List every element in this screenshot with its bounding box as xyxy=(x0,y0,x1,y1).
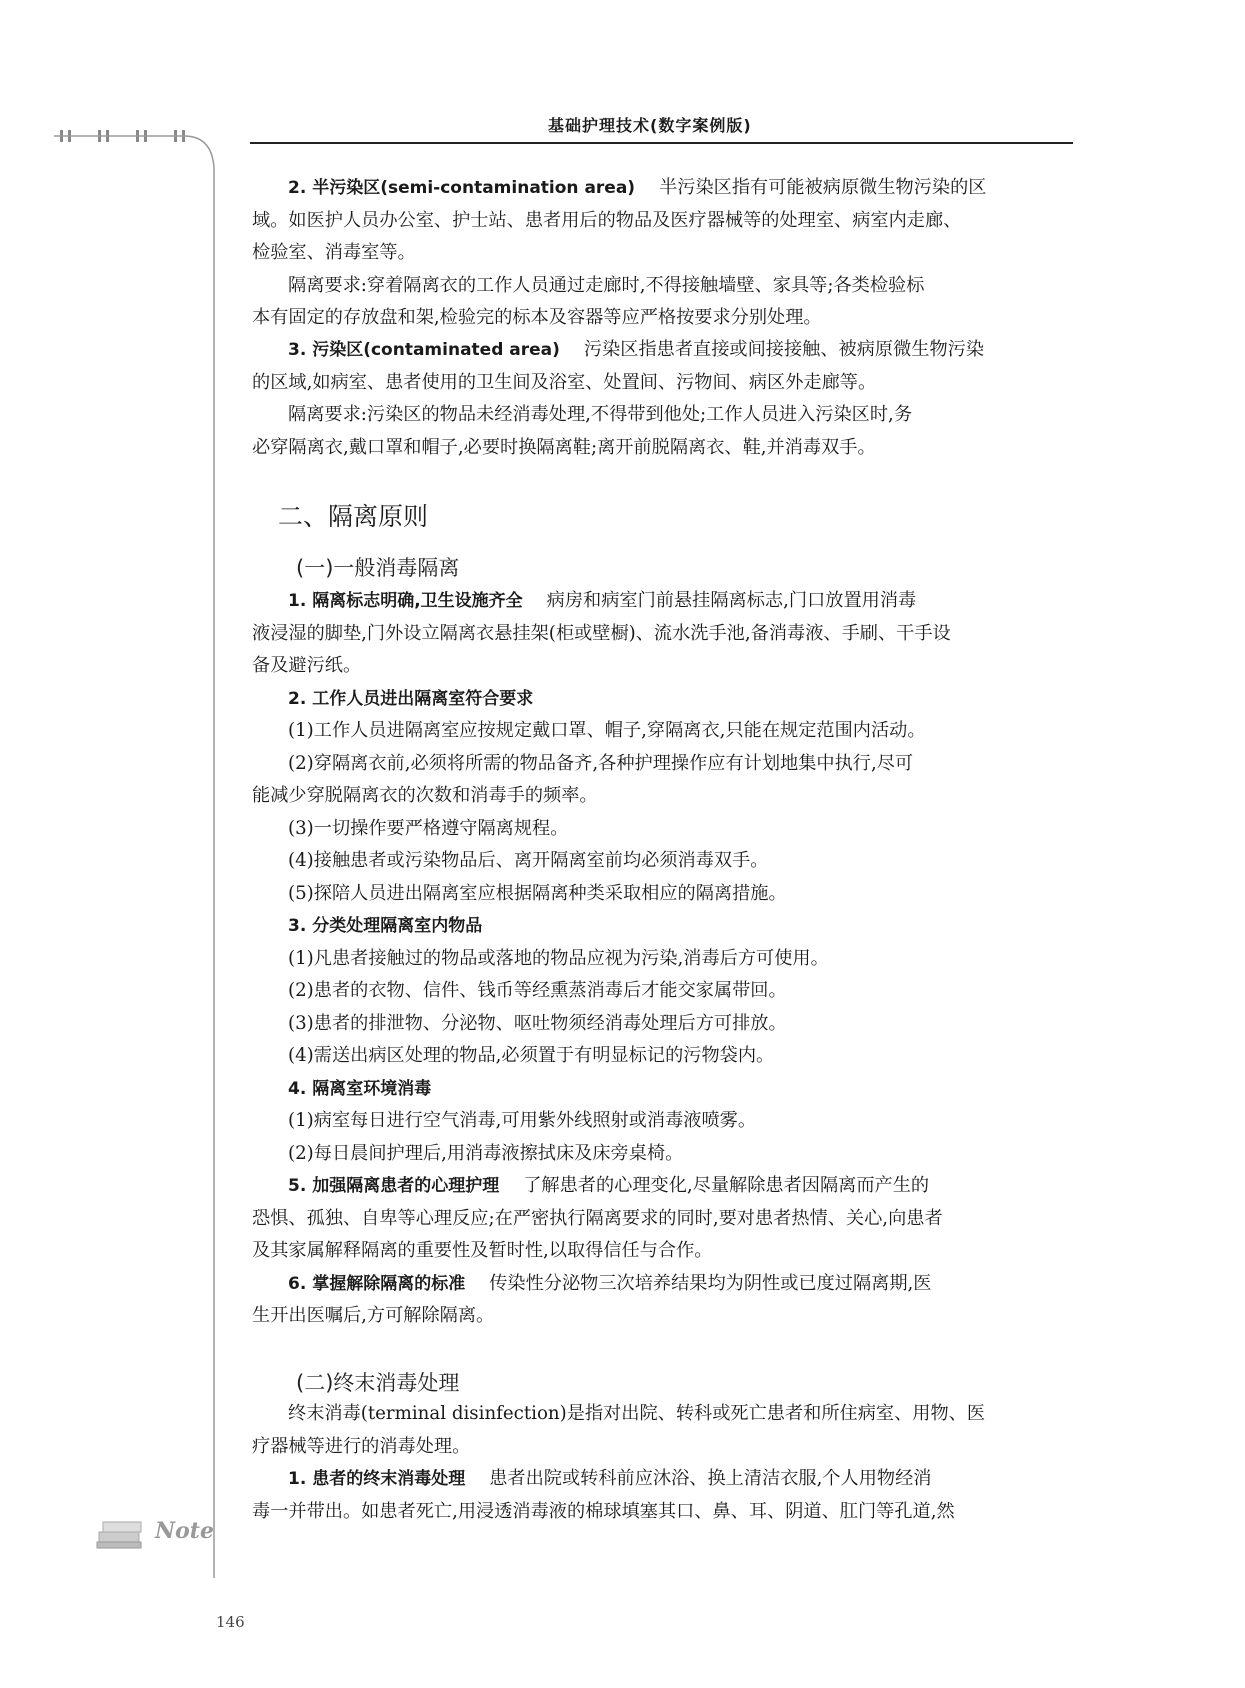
principles-block xyxy=(252,585,1072,1333)
p2-item-2b: 能减少穿脱隔离衣的次数和消毒手的频率。 xyxy=(252,785,598,806)
margin-curve-line xyxy=(54,136,214,1578)
cont-req-1: 隔离要求:污染区的物品未经消毒处理,不得带到他处;工作人员进入污染区时,务 xyxy=(288,404,913,425)
page-number: 146 xyxy=(216,1613,245,1631)
semi-req-1: 隔离要求:穿着隔离衣的工作人员通过走廊时,不得接触墙壁、家具等;各类检验标 xyxy=(288,274,925,296)
header-rule xyxy=(250,142,1073,144)
p2-lead: 2. 工作人员进出隔离室符合要求 xyxy=(288,688,534,709)
p5-text-1: 了解患者的心理变化,尽量解除患者因隔离而产生的 xyxy=(523,1175,930,1196)
subsection-heading-2: (二)终末消毒处理 xyxy=(296,1371,460,1395)
semi-text-1: 半污染区指有可能被病原微生物污染的区 xyxy=(659,177,987,198)
semi-contamination-paragraph xyxy=(252,172,1072,335)
note-logo xyxy=(95,1510,214,1554)
p1-text-3: 备及避污纸。 xyxy=(252,655,362,676)
p2-item-2a: (2)穿隔离衣前,必须将所需的物品备齐,各种护理操作应有计划地集中执行,尽可 xyxy=(288,752,914,774)
p1-lead: 1. 隔离标志明确,卫生设施齐全 xyxy=(288,591,523,611)
p1-text-2: 液浸湿的脚垫,门外设立隔离衣悬挂架(柜或壁橱)、流水洗手池,备消毒液、手刷、干手设 xyxy=(252,622,951,644)
running-header-title: 基础护理技术(数字案例版) xyxy=(548,116,752,135)
semi-lead: 2. 半污染区(semi-contamination area) xyxy=(288,178,636,198)
terminal-block xyxy=(252,1398,1072,1528)
p2-item-3: (3)一切操作要严格遵守隔离规程。 xyxy=(288,817,569,839)
cont-lead: 3. 污染区(contaminated area) xyxy=(288,340,560,360)
term-text-1: 终末消毒(terminal disinfection)是指对出院、转科或死亡患者和所住病室、用物、医 xyxy=(288,1403,986,1424)
p3-lead: 3. 分类处理隔离室内物品 xyxy=(288,916,483,936)
margin-decoration xyxy=(54,128,244,1578)
p5-lead: 5. 加强隔离患者的心理护理 xyxy=(288,1176,500,1196)
term-text-2: 疗器械等进行的消毒处理。 xyxy=(252,1435,471,1457)
subsection-heading-1: (一)一般消毒隔离 xyxy=(296,556,460,580)
p3-item-3: (3)患者的排泄物、分泌物、呕吐物须经消毒处理后方可排放。 xyxy=(288,1012,787,1034)
books-icon xyxy=(95,1510,155,1550)
p4-item-2: (2)每日晨间护理后,用消毒液擦拭床及床旁桌椅。 xyxy=(288,1142,684,1164)
cont-text-2: 的区域,如病室、患者使用的卫生间及浴室、处置间、污物间、病区外走廊等。 xyxy=(252,371,877,393)
p3-item-4: (4)需送出病区处理的物品,必须置于有明显标记的污物袋内。 xyxy=(288,1045,775,1066)
p2-item-5: (5)探陪人员进出隔离室应根据隔离种类采取相应的隔离措施。 xyxy=(288,882,787,904)
p2-item-4: (4)接触患者或污染物品后、离开隔离室前均必须消毒双手。 xyxy=(288,850,769,871)
p4-lead: 4. 隔离室环境消毒 xyxy=(288,1078,432,1099)
p2-item-1: (1)工作人员进隔离室应按规定戴口罩、帽子,穿隔离衣,只能在规定范围内活动。 xyxy=(288,720,926,741)
section-heading: 二、隔离原则 xyxy=(278,502,429,531)
cont-req-2: 必穿隔离衣,戴口罩和帽子,必要时换隔离鞋;离开前脱隔离衣、鞋,并消毒双手。 xyxy=(252,436,876,458)
p3-item-1: (1)凡患者接触过的物品或落地的物品应视为污染,消毒后方可使用。 xyxy=(288,947,829,969)
t1-text-2: 毒一并带出。如患者死亡,用浸透消毒液的棉球填塞其口、鼻、耳、阴道、肛门等孔道,然 xyxy=(252,1500,955,1522)
semi-text-2: 域。如医护人员办公室、护士站、患者用后的物品及医疗器械等的处理室、病室内走廊、 xyxy=(252,209,962,231)
t1-text-1: 患者出院或转科前应沐浴、换上清洁衣服,个人用物经消 xyxy=(489,1468,932,1489)
p6-lead: 6. 掌握解除隔离的标准 xyxy=(288,1273,466,1294)
p5-text-2: 恐惧、孤独、自卑等心理反应;在严密执行隔离要求的同时,要对患者热情、关心,向患者 xyxy=(252,1207,943,1229)
t1-lead: 1. 患者的终末消毒处理 xyxy=(288,1469,466,1489)
p4-item-1: (1)病室每日进行空气消毒,可用紫外线照射或消毒液喷雾。 xyxy=(288,1110,757,1131)
cont-text-1: 污染区指患者直接或间接接触、被病原微生物污染 xyxy=(583,339,985,360)
contaminated-paragraph xyxy=(252,334,1072,464)
p3-item-2: (2)患者的衣物、信件、钱币等经熏蒸消毒后才能交家属带回。 xyxy=(288,980,787,1001)
p1-text-1: 病房和病室门前悬挂隔离标志,门口放置用消毒 xyxy=(546,590,917,611)
p5-text-3: 及其家属解释隔离的重要性及暂时性,以取得信任与合作。 xyxy=(252,1240,713,1261)
p6-text-1: 传染性分泌物三次培养结果均为阴性或已度过隔离期,医 xyxy=(489,1272,932,1294)
semi-text-3: 检验室、消毒室等。 xyxy=(252,242,416,263)
semi-req-2: 本有固定的存放盘和架,检验完的标本及容器等应严格按要求分别处理。 xyxy=(252,307,822,328)
p6-text-2: 生开出医嘱后,方可解除隔离。 xyxy=(252,1305,495,1326)
note-label: Note xyxy=(155,1518,214,1544)
